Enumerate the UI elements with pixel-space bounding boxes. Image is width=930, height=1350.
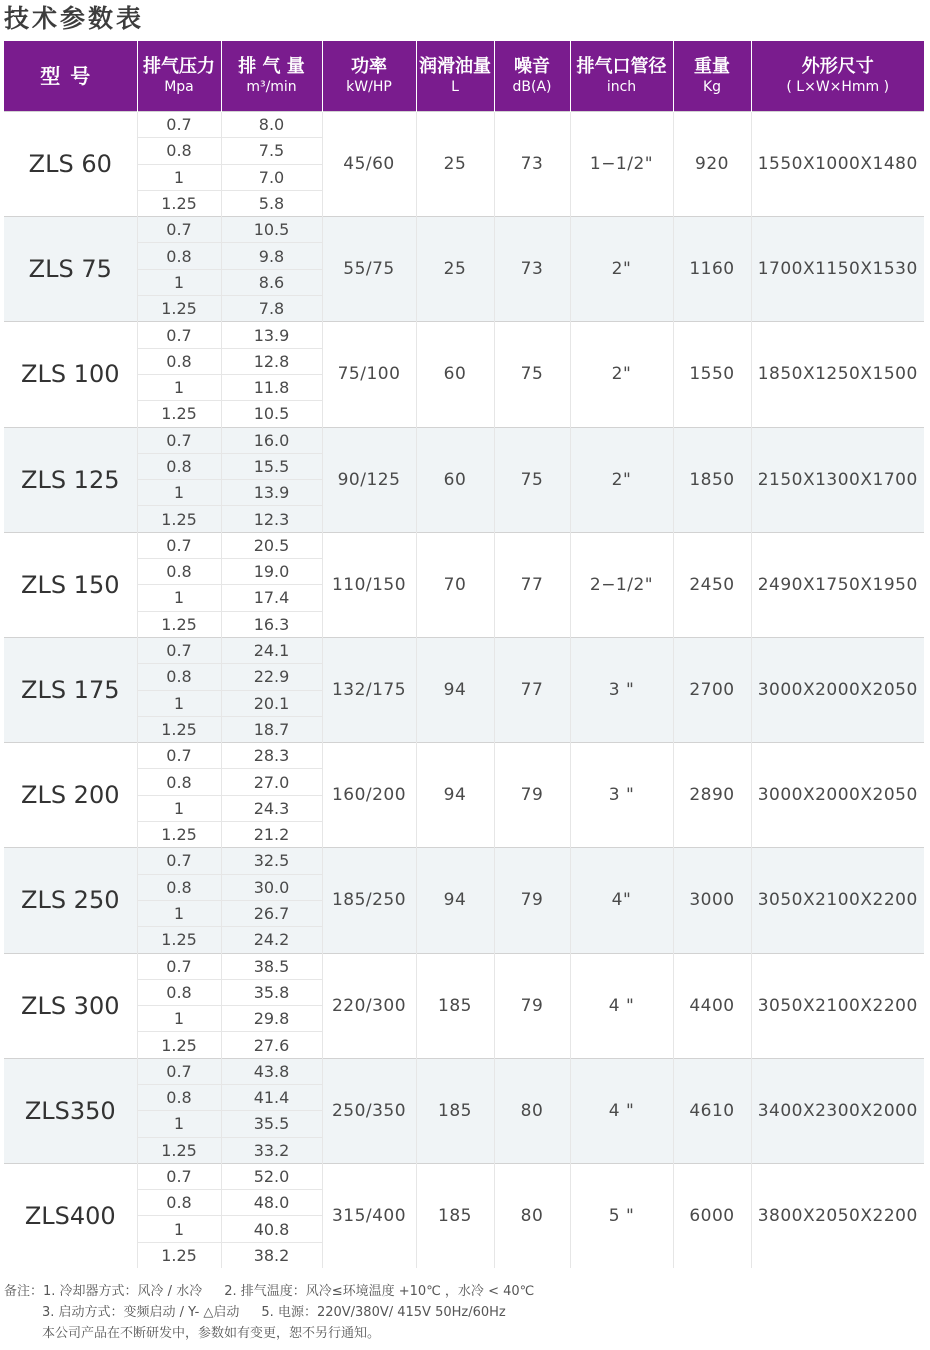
cell-weight: 2450 [673, 532, 751, 637]
cell-pressure: 1.25 [137, 1242, 221, 1268]
cell-dims: 2150X1300X1700 [751, 427, 924, 532]
table-row [4, 1163, 924, 1189]
cell-noise: 79 [494, 848, 570, 953]
note-item: 2. 排气温度：风冷≤环境温度 +10℃ ，水冷 < 40℃ [224, 1284, 535, 1299]
cell-dims: 1700X1150X1530 [751, 217, 924, 322]
cell-pressure: 0.8 [137, 348, 221, 374]
cell-oil: 25 [416, 112, 494, 217]
cell-flow: 19.0 [221, 559, 322, 585]
cell-power: 315/400 [322, 1163, 416, 1268]
cell-oil: 185 [416, 953, 494, 1058]
cell-flow: 35.8 [221, 979, 322, 1005]
spec-table [4, 41, 924, 1268]
cell-weight: 1850 [673, 427, 751, 532]
cell-pressure: 1.25 [137, 822, 221, 848]
cell-power: 75/100 [322, 322, 416, 427]
cell-weight: 6000 [673, 1163, 751, 1268]
cell-model: ZLS 250 [4, 848, 137, 953]
cell-weight: 1550 [673, 322, 751, 427]
cell-noise: 80 [494, 1163, 570, 1268]
cell-pressure: 1.25 [137, 716, 221, 742]
cell-dims: 3000X2000X2050 [751, 743, 924, 848]
cell-pressure: 1.25 [137, 190, 221, 216]
notes-prefix: 备注： [4, 1284, 44, 1299]
header-weight-label: 重量 [694, 56, 730, 77]
page-title: 技术参数表 [4, 4, 145, 33]
cell-pressure: 0.7 [137, 112, 221, 138]
notes-line-2 [4, 1302, 534, 1323]
cell-power: 160/200 [322, 743, 416, 848]
cell-model: ZLS 75 [4, 217, 137, 322]
cell-power: 185/250 [322, 848, 416, 953]
cell-pressure: 0.8 [137, 1084, 221, 1110]
cell-outlet: 4" [570, 848, 673, 953]
cell-pressure: 0.7 [137, 848, 221, 874]
cell-flow: 10.5 [221, 401, 322, 427]
cell-flow: 5.8 [221, 190, 322, 216]
cell-flow: 24.2 [221, 927, 322, 953]
cell-flow: 15.5 [221, 453, 322, 479]
cell-flow: 24.3 [221, 795, 322, 821]
cell-flow: 33.2 [221, 1137, 322, 1163]
header-oil-unit: L [451, 79, 459, 95]
cell-power: 250/350 [322, 1058, 416, 1163]
cell-oil: 185 [416, 1058, 494, 1163]
cell-pressure: 0.8 [137, 559, 221, 585]
cell-flow: 30.0 [221, 874, 322, 900]
header-dims-label: 外形尺寸 [801, 56, 874, 77]
header-oil-label: 润滑油量 [419, 56, 491, 77]
cell-noise: 79 [494, 743, 570, 848]
cell-pressure: 1.25 [137, 927, 221, 953]
spec-table-body [4, 112, 924, 1269]
cell-flow: 13.9 [221, 322, 322, 348]
cell-pressure: 0.8 [137, 979, 221, 1005]
cell-outlet: 3 " [570, 637, 673, 742]
cell-outlet: 3 " [570, 743, 673, 848]
cell-flow: 22.9 [221, 664, 322, 690]
cell-pressure: 0.7 [137, 1163, 221, 1189]
cell-power: 45/60 [322, 112, 416, 217]
cell-outlet: 2" [570, 217, 673, 322]
cell-pressure: 1 [137, 480, 221, 506]
cell-pressure: 1 [137, 374, 221, 400]
cell-flow: 8.6 [221, 269, 322, 295]
cell-outlet: 2" [570, 427, 673, 532]
cell-flow: 16.3 [221, 611, 322, 637]
cell-pressure: 1 [137, 690, 221, 716]
cell-power: 132/175 [322, 637, 416, 742]
cell-dims: 3800X2050X2200 [751, 1163, 924, 1268]
notes [4, 1281, 534, 1344]
cell-flow: 20.1 [221, 690, 322, 716]
cell-pressure: 1 [137, 585, 221, 611]
note-item: 3. 启动方式：变频启动 / Y- △启动 [42, 1305, 240, 1320]
cell-oil: 94 [416, 848, 494, 953]
cell-pressure: 0.7 [137, 953, 221, 979]
header-noise-label: 噪音 [514, 56, 550, 77]
cell-noise: 79 [494, 953, 570, 1058]
cell-dims: 2490X1750X1950 [751, 532, 924, 637]
header-weight-unit: Kg [702, 79, 722, 95]
cell-power: 220/300 [322, 953, 416, 1058]
cell-flow: 26.7 [221, 900, 322, 926]
cell-pressure: 1 [137, 164, 221, 190]
cell-flow: 24.1 [221, 637, 322, 663]
cell-flow: 52.0 [221, 1163, 322, 1189]
cell-pressure: 0.8 [137, 453, 221, 479]
cell-pressure: 1 [137, 1006, 221, 1032]
table-row [4, 322, 924, 348]
cell-noise: 75 [494, 322, 570, 427]
cell-flow: 10.5 [221, 217, 322, 243]
header-power-unit: kW/HP [346, 79, 392, 95]
cell-flow: 21.2 [221, 822, 322, 848]
cell-dims: 3400X2300X2000 [751, 1058, 924, 1163]
cell-oil: 60 [416, 427, 494, 532]
cell-pressure: 0.8 [137, 1190, 221, 1216]
cell-power: 110/150 [322, 532, 416, 637]
table-row [4, 743, 924, 769]
note-item: 1. 冷却器方式：风冷 / 水冷 [43, 1284, 203, 1299]
header-flow-unit: m³/min [246, 79, 297, 95]
cell-flow: 27.0 [221, 769, 322, 795]
cell-pressure: 0.7 [137, 427, 221, 453]
table-row [4, 112, 924, 138]
cell-weight: 2890 [673, 743, 751, 848]
header-dims-unit: ( L×W×Hmm ) [786, 79, 890, 95]
cell-flow: 41.4 [221, 1084, 322, 1110]
cell-outlet: 2−1/2" [570, 532, 673, 637]
notes-line-1 [4, 1281, 534, 1302]
cell-oil: 25 [416, 217, 494, 322]
cell-dims: 3050X2100X2200 [751, 953, 924, 1058]
cell-flow: 18.7 [221, 716, 322, 742]
cell-power: 55/75 [322, 217, 416, 322]
cell-outlet: 1−1/2" [570, 112, 673, 217]
header-pressure-unit: Mpa [164, 79, 194, 95]
header-outlet [570, 41, 673, 112]
header-oil [416, 41, 494, 112]
table-row [4, 1058, 924, 1084]
cell-weight: 4400 [673, 953, 751, 1058]
cell-pressure: 0.7 [137, 743, 221, 769]
cell-weight: 920 [673, 112, 751, 217]
cell-pressure: 0.8 [137, 769, 221, 795]
cell-flow: 9.8 [221, 243, 322, 269]
header-weight [673, 41, 751, 112]
cell-flow: 8.0 [221, 112, 322, 138]
cell-pressure: 0.8 [137, 664, 221, 690]
header-outlet-label: 排气口管径 [576, 56, 667, 77]
cell-pressure: 1 [137, 269, 221, 295]
cell-flow: 7.0 [221, 164, 322, 190]
header-flow-label: 排 气 量 [238, 56, 305, 77]
cell-flow: 12.8 [221, 348, 322, 374]
cell-pressure: 0.7 [137, 532, 221, 558]
cell-oil: 60 [416, 322, 494, 427]
cell-flow: 20.5 [221, 532, 322, 558]
table-row [4, 217, 924, 243]
header-pressure-label: 排气压力 [143, 56, 215, 77]
cell-weight: 4610 [673, 1058, 751, 1163]
cell-flow: 17.4 [221, 585, 322, 611]
cell-pressure: 1.25 [137, 1032, 221, 1058]
cell-noise: 73 [494, 112, 570, 217]
cell-oil: 70 [416, 532, 494, 637]
cell-flow: 11.8 [221, 374, 322, 400]
cell-pressure: 1 [137, 795, 221, 821]
cell-model: ZLS 100 [4, 322, 137, 427]
table-row [4, 848, 924, 874]
cell-flow: 16.0 [221, 427, 322, 453]
cell-oil: 185 [416, 1163, 494, 1268]
header-model-label: 型号 [40, 64, 101, 88]
cell-flow: 7.5 [221, 138, 322, 164]
cell-pressure: 0.7 [137, 217, 221, 243]
cell-flow: 27.6 [221, 1032, 322, 1058]
header-model [4, 41, 137, 112]
header-power-label: 功率 [351, 56, 387, 77]
cell-pressure: 1.25 [137, 296, 221, 322]
header-dims [751, 41, 924, 112]
cell-noise: 73 [494, 217, 570, 322]
cell-pressure: 0.7 [137, 1058, 221, 1084]
cell-pressure: 0.7 [137, 322, 221, 348]
cell-pressure: 1.25 [137, 401, 221, 427]
cell-noise: 77 [494, 532, 570, 637]
header-noise-unit: dB(A) [512, 79, 552, 95]
cell-noise: 77 [494, 637, 570, 742]
cell-flow: 35.5 [221, 1111, 322, 1137]
cell-pressure: 1.25 [137, 506, 221, 532]
cell-pressure: 1.25 [137, 1137, 221, 1163]
note-item: 5. 电源：220V/380V/ 415V 50Hz/60Hz [261, 1305, 506, 1320]
cell-oil: 94 [416, 637, 494, 742]
cell-flow: 38.2 [221, 1242, 322, 1268]
cell-pressure: 1 [137, 1111, 221, 1137]
cell-dims: 3050X2100X2200 [751, 848, 924, 953]
table-row [4, 953, 924, 979]
table-row [4, 532, 924, 558]
cell-flow: 29.8 [221, 1006, 322, 1032]
cell-pressure: 1 [137, 900, 221, 926]
cell-pressure: 1.25 [137, 611, 221, 637]
cell-flow: 13.9 [221, 480, 322, 506]
table-row [4, 427, 924, 453]
table-header-row [4, 41, 924, 112]
cell-model: ZLS350 [4, 1058, 137, 1163]
cell-flow: 28.3 [221, 743, 322, 769]
cell-weight: 1160 [673, 217, 751, 322]
cell-oil: 94 [416, 743, 494, 848]
cell-outlet: 5 " [570, 1163, 673, 1268]
cell-outlet: 2" [570, 322, 673, 427]
cell-flow: 43.8 [221, 1058, 322, 1084]
cell-outlet: 4 " [570, 1058, 673, 1163]
cell-dims: 1550X1000X1480 [751, 112, 924, 217]
header-pressure [137, 41, 221, 112]
cell-pressure: 0.8 [137, 243, 221, 269]
cell-flow: 32.5 [221, 848, 322, 874]
cell-pressure: 0.8 [137, 874, 221, 900]
cell-model: ZLS 300 [4, 953, 137, 1058]
notes-disclaimer: 本公司产品在不断研发中，参数如有变更，恕不另行通知。 [42, 1326, 381, 1341]
cell-pressure: 1 [137, 1216, 221, 1242]
header-noise [494, 41, 570, 112]
cell-pressure: 0.8 [137, 138, 221, 164]
cell-dims: 1850X1250X1500 [751, 322, 924, 427]
cell-dims: 3000X2000X2050 [751, 637, 924, 742]
header-flow [221, 41, 322, 112]
header-outlet-unit: inch [606, 79, 637, 95]
cell-weight: 2700 [673, 637, 751, 742]
cell-model: ZLS 60 [4, 112, 137, 217]
cell-pressure: 0.7 [137, 637, 221, 663]
cell-model: ZLS 125 [4, 427, 137, 532]
cell-model: ZLS400 [4, 1163, 137, 1268]
cell-noise: 75 [494, 427, 570, 532]
table-row [4, 637, 924, 663]
cell-model: ZLS 200 [4, 743, 137, 848]
cell-flow: 40.8 [221, 1216, 322, 1242]
cell-noise: 80 [494, 1058, 570, 1163]
cell-power: 90/125 [322, 427, 416, 532]
header-power [322, 41, 416, 112]
cell-flow: 48.0 [221, 1190, 322, 1216]
cell-model: ZLS 150 [4, 532, 137, 637]
cell-flow: 12.3 [221, 506, 322, 532]
cell-model: ZLS 175 [4, 637, 137, 742]
cell-flow: 38.5 [221, 953, 322, 979]
cell-outlet: 4 " [570, 953, 673, 1058]
cell-flow: 7.8 [221, 296, 322, 322]
cell-weight: 3000 [673, 848, 751, 953]
